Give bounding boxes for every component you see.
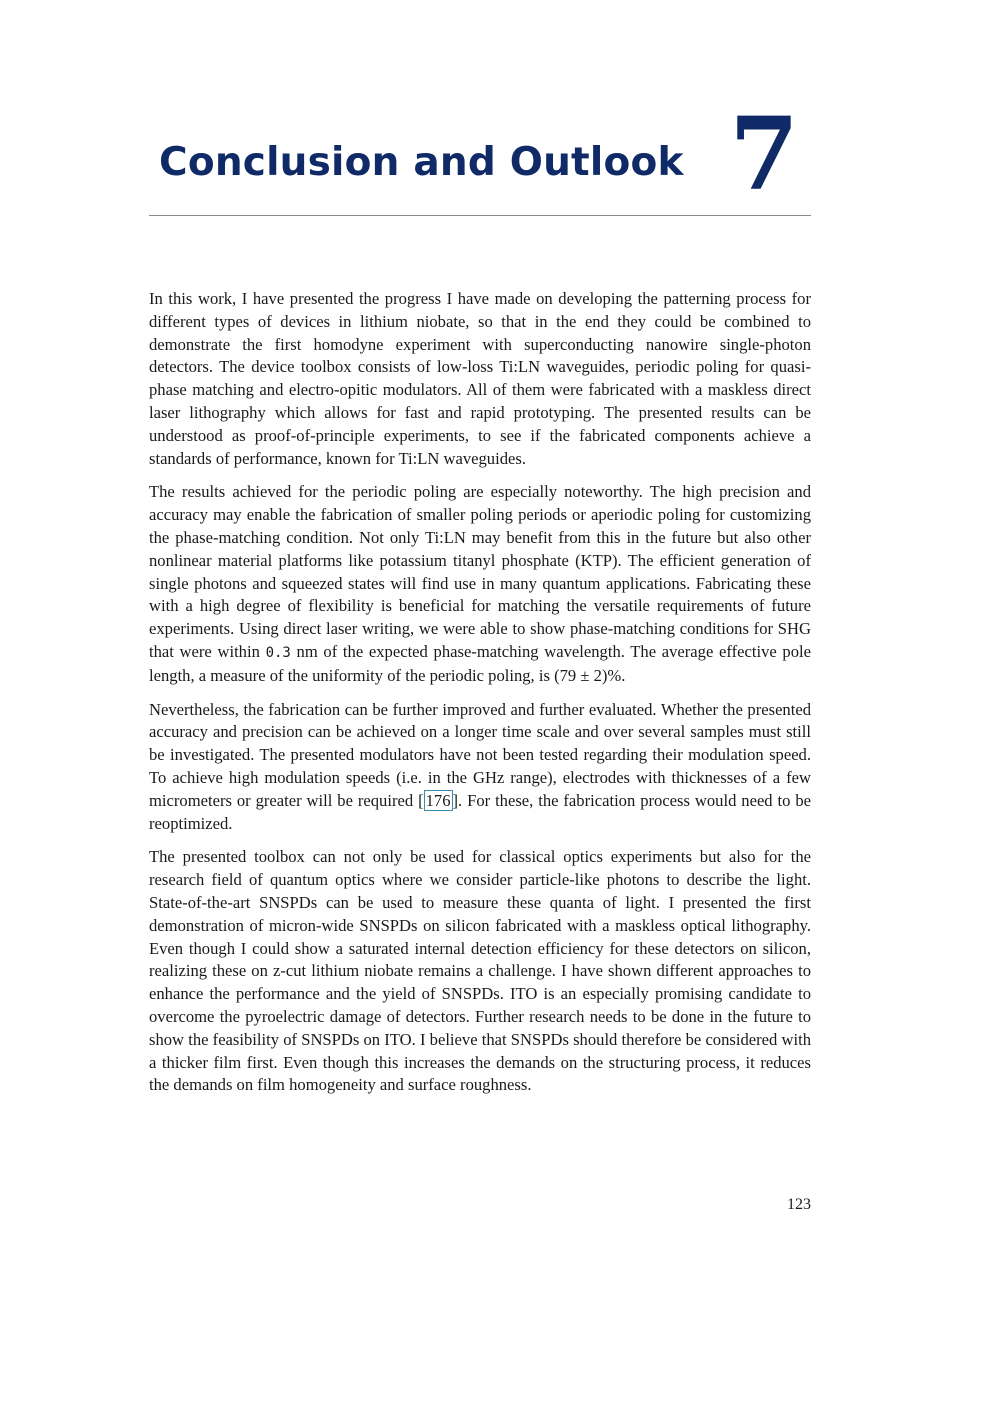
- paragraph-2-text-b: nm of the expected phase-matching wavelength. The average effective pole length, a measure of the uniformity of the periodic poling, is (79 ± 2)%.: [149, 641, 811, 685]
- paragraph-4: The presented toolbox can not only be used for classical optics experiments but also for the research field of quantum optics where we consider particle-like photons to describe the light. State-of-the-art SNSPDs can be used to measure these quanta of light. I presented the first demonstration of micron-wide SNSPDs on silicon fabricated with a maskless optical lithography. Even though I could show a saturated internal detection efficiency for these detectors on silicon, realizing these on z-cut lithium niobate remains a challenge. I have shown different approaches to enhance the performance and the yield of SNSPDs. ITO is an especially promising candidate to overcome the pyroelectric damage of detectors. Further research needs to be done in the future to show the feasibility of SNSPDs on ITO. I believe that SNSPDs should therefore be considered with a thicker film first. Even though this increases the demands on the structuring process, it reduces the demands on film homogeneity and surface roughness.: [149, 847, 811, 1095]
- citation-bracket-open: [: [418, 790, 424, 810]
- paragraph-1: In this work, I have presented the progress I have made on developing the patterning process for different types of devices in lithium niobate, so that in the end they could be combined to demonstrate the first homodyne experiment with superconducting nanowire single-photon detectors. The device toolbox consists of low-loss Ti:LN waveguides, periodic poling for quasi-phase matching and electro-opitic modulators. All of them were fabricated with a maskless direct laser lithography which allows for fast and rapid prototyping. The presented results can be understood as proof-of-principle experiments, to see if the fabricated components achieve a standards of performance, known for Ti:LN waveguides.: [149, 289, 811, 468]
- wavelength-deviation-value: 0.3: [265, 644, 291, 661]
- paragraph-3: [149, 699, 811, 836]
- page-number: 123: [787, 1196, 811, 1213]
- chapter-header: [149, 95, 811, 216]
- citation-bracket-close: ]: [452, 790, 459, 810]
- paragraph-2: [149, 481, 811, 687]
- paragraph-2-text-a: The results achieved for the periodic poling are especially noteworthy. The high precision and accuracy may enable the fabrication of smaller poling periods or aperiodic poling for customizing the phase-matching condition. Not only Ti:LN may benefit from this in the future but also other nonlinear material platforms like potassium titanyl phosphate (KTP). The efficient generation of single photons and squeezed states will find use in many quantum applications. Fabricating these with a high degree of flexibility is beneficial for matching the versatile requirements of future experiments. Using direct laser writing, we were able to show phase-matching conditions for SHG that were within: [149, 482, 811, 661]
- paragraph-3-text-a: Nevertheless, the fabrication can be further improved and further evaluated. Whether the presented accuracy and precision can be achieved on a longer time scale and over several samples must still be investigated. The presented modulators have not been tested regarding their modulation speed. To achieve high modulation speeds (i.e. in the GHz range), electrodes with thicknesses of a few micrometers or greater will be required: [149, 699, 811, 810]
- chapter-number: 7: [729, 95, 799, 213]
- citation-link-176[interactable]: 176: [425, 790, 451, 810]
- chapter-body: [149, 288, 811, 1108]
- paragraph-3-text-b: . For these, the fabrication process would need to be reoptimized.: [149, 790, 812, 833]
- chapter-title: Conclusion and Outlook: [159, 140, 684, 185]
